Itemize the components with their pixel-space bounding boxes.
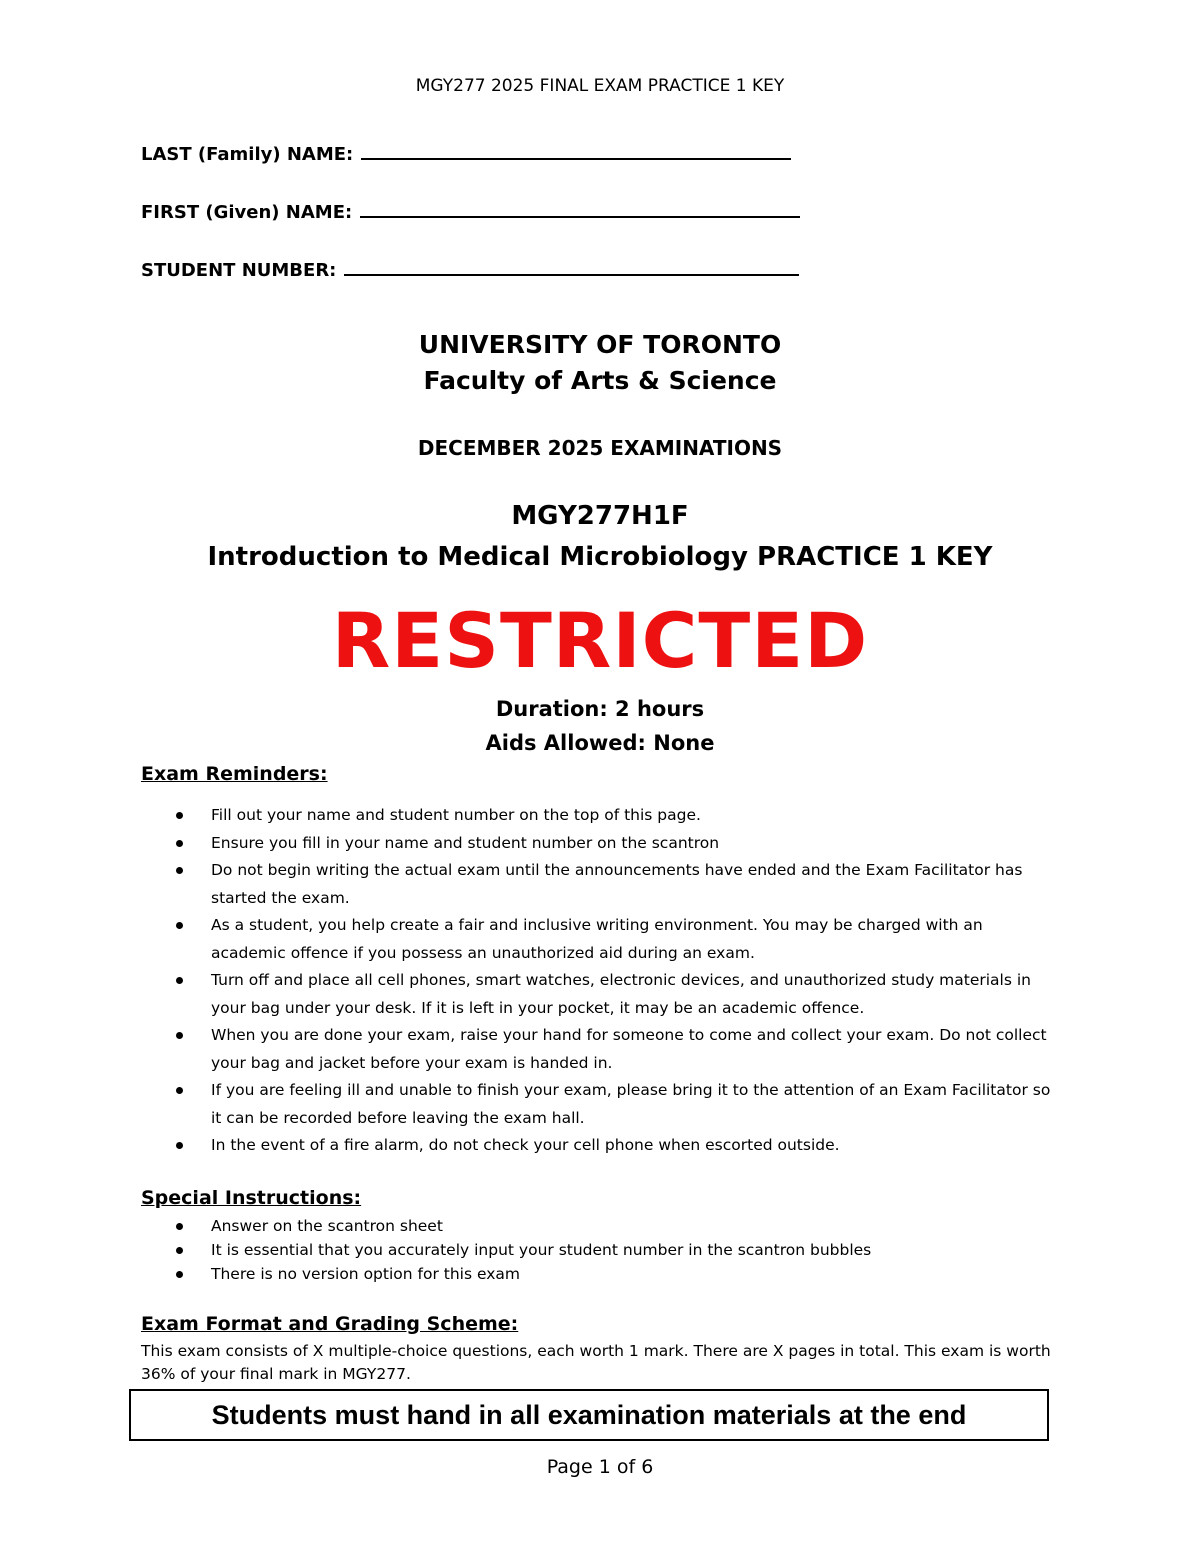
list-item: Ensure you fill in your name and student number on the scantron [141, 830, 1061, 858]
exam-format-heading: Exam Format and Grading Scheme: [141, 1313, 519, 1335]
student-number-label: STUDENT NUMBER: [141, 260, 337, 281]
aids-allowed: Aids Allowed: None [485, 731, 715, 755]
list-item: Turn off and place all cell phones, smart watches, electronic devices, and unauthorized study materials in your bag under your desk. If it is left in your pocket, it may be an academic offence. [141, 967, 1061, 1022]
last-name-field [141, 144, 791, 165]
list-item: There is no version option for this exam [141, 1262, 1061, 1286]
restricted-label: RESTRICTED [331, 596, 869, 685]
list-item: Do not begin writing the actual exam until the announcements have ended and the Exam Facilitator has started the exam. [141, 857, 1061, 912]
list-item: Fill out your name and student number on the top of this page. [141, 802, 1061, 830]
running-header: MGY277 2025 FINAL EXAM PRACTICE 1 KEY [415, 76, 785, 96]
list-item: If you are feeling ill and unable to finish your exam, please bring it to the attention of an Exam Facilitator so it can be recorded before leaving the exam hall. [141, 1077, 1061, 1132]
duration: Duration: 2 hours [495, 697, 705, 721]
exam-reminders-heading: Exam Reminders: [141, 763, 328, 785]
first-name-field [141, 202, 800, 223]
list-item: Answer on the scantron sheet [141, 1214, 1061, 1238]
list-item: It is essential that you accurately input your student number in the scantron bubbles [141, 1238, 1061, 1262]
list-item: When you are done your exam, raise your hand for someone to come and collect your exam. Do not collect your bag and jacket before your exam is handed in. [141, 1022, 1061, 1077]
first-name-blank [360, 202, 800, 218]
faculty-name: Faculty of Arts & Science [423, 366, 777, 395]
list-item: In the event of a fire alarm, do not check your cell phone when escorted outside. [141, 1132, 1061, 1160]
first-name-label: FIRST (Given) NAME: [141, 202, 353, 223]
exam-reminders-list [141, 802, 1061, 1160]
university-name: UNIVERSITY OF TORONTO [418, 330, 782, 359]
special-instructions-heading: Special Instructions: [141, 1187, 362, 1209]
hand-in-notice: Students must hand in all examination materials at the end [129, 1389, 1049, 1441]
exam-format-text: This exam consists of X multiple-choice questions, each worth 1 mark. There are X pages in total. This exam is worth 36% of your final mark in MGY277. [141, 1342, 1051, 1383]
last-name-blank [361, 144, 791, 160]
student-number-field [141, 260, 799, 281]
last-name-label: LAST (Family) NAME: [141, 144, 354, 165]
course-name: Introduction to Medical Microbiology PRACTICE 1 KEY [207, 542, 993, 572]
special-instructions-list [141, 1214, 1061, 1286]
page-number: Page 1 of 6 [546, 1456, 654, 1478]
exam-session: DECEMBER 2025 EXAMINATIONS [417, 436, 783, 460]
course-code: MGY277H1F [511, 501, 689, 531]
student-number-blank [344, 260, 799, 276]
list-item: As a student, you help create a fair and inclusive writing environment. You may be charged with an academic offence if you possess an unauthorized aid during an exam. [141, 912, 1061, 967]
